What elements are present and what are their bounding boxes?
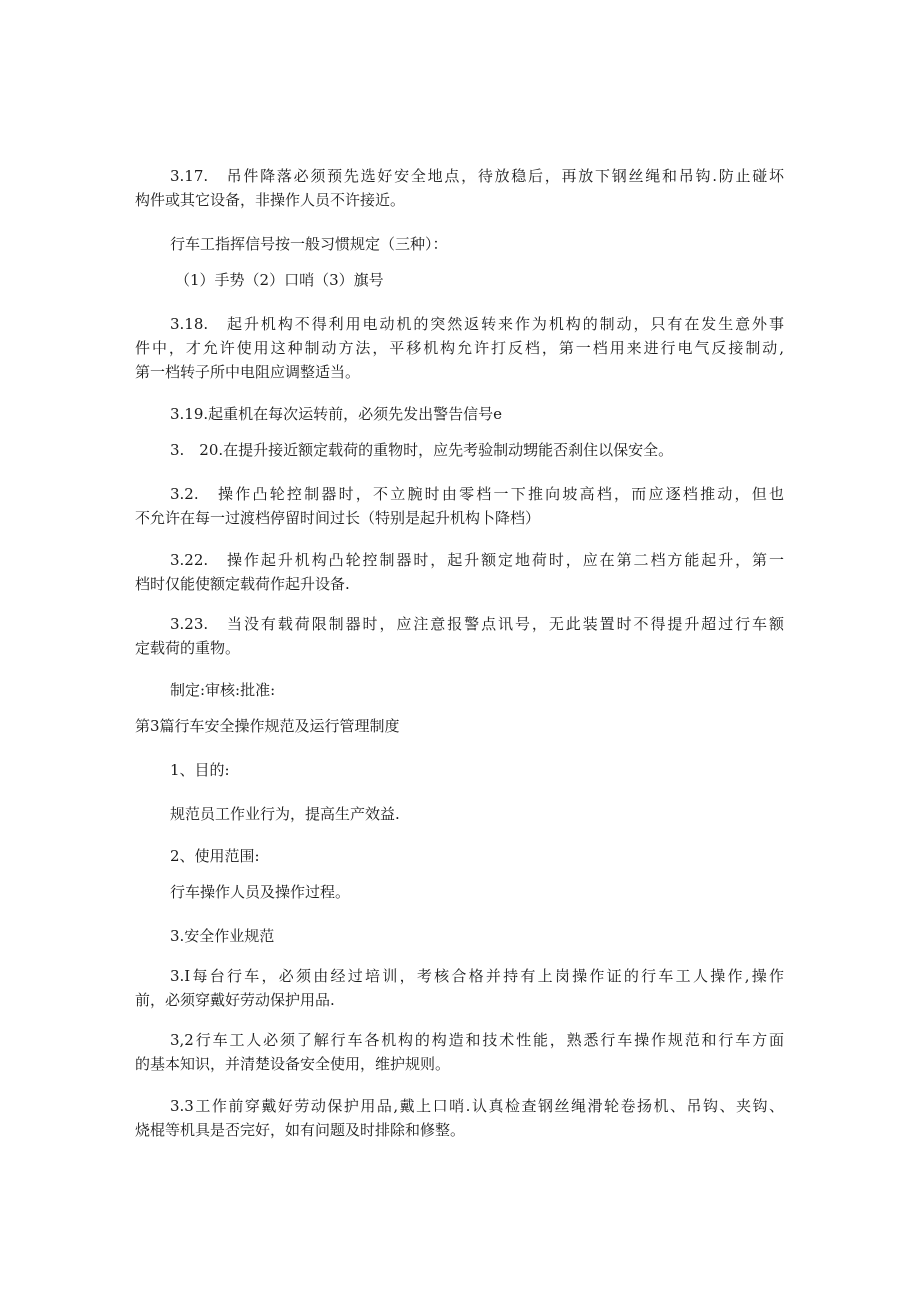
- paragraph-3-3-line-1: 3.3工作前穿戴好劳动保护用品,戴上口哨.认真检查钢丝绳滑轮卷扬机、吊钩、夹钩、: [170, 1097, 784, 1115]
- paragraph-3-18-line-1: 3.18. 起升机构不得利用电动机的突然返转来作为机构的制动，只有在发生意外事: [170, 315, 784, 333]
- purpose-heading: 1、目的:: [170, 761, 230, 779]
- paragraph-3-18-line-2: 件中，才允许使用这种制动方法，平移机构允许打反档，第一档用来进行电气反接制动,: [135, 339, 784, 357]
- paragraph-3-1-line-1: 3.I每台行车，必须由经过培训，考核合格并持有上岗操作证的行车工人操作,操作: [170, 967, 784, 985]
- paragraph-3-17-line-1: 3.17. 吊件降落必须预先选好安全地点，待放稳后，再放下钢丝绳和吊钩.防止碰坏: [170, 167, 784, 185]
- paragraph-3-3-line-2: 烧棍等机具是否完好，如有问题及时排除和修整。: [135, 1121, 466, 1139]
- paragraph-3-2-line-1: 3,2行车工人必须了解行车各机构的构造和技术性能，熟悉行车操作规范和行车方面: [170, 1031, 784, 1049]
- paragraph-3-23-line-2: 定载荷的重物。: [135, 639, 241, 657]
- paragraph-3-19: 3.19.起重机在每次运转前，必须先发出警告信号e: [170, 405, 503, 423]
- paragraph-3-18-line-3: 第一档转子所中电阻应调整适当。: [135, 363, 361, 381]
- signal-rules-heading: 行车工指挥信号按一般习惯规定（三种）：: [170, 235, 448, 253]
- signal-types: （1）手势（2）口哨（3）旗号: [175, 271, 384, 289]
- paragraph-3-1-line-2: 前，必须穿戴好劳动保护用品.: [135, 991, 335, 1009]
- paragraph-3-22-line-1: 3.22. 操作起升机构凸轮控制器时，起升额定地荷时，应在第二档方能起升，第一: [170, 551, 784, 569]
- paragraph-3-2-line-2: 的基本知识，并清楚设备安全使用，维护规则。: [135, 1055, 451, 1073]
- purpose-text: 规范员工作业行为，提高生产效益.: [170, 805, 400, 823]
- section-title: 第3篇行车安全操作规范及运行管理制度: [135, 717, 400, 735]
- paragraph-3-22-line-2: 档时仅能使额定载荷作起升设备.: [135, 575, 350, 593]
- scope-text: 行车操作人员及操作过程。: [170, 883, 351, 901]
- paragraph-3-20: 3. 20.在提升接近额定载荷的重物时，应先考验制动甥能否刹住以保安全。: [170, 441, 674, 459]
- scope-heading: 2、使用范围:: [170, 847, 260, 865]
- paragraph-3-23-line-1: 3.23. 当没有载荷限制器时，应注意报警点讯号，无此装置时不得提升超过行车额: [170, 615, 784, 633]
- paragraph-3-21-line-1: 3.2. 操作凸轮控制器时，不立腕时由零档一下推向坡高档，而应逐档推动，但也: [170, 485, 784, 503]
- paragraph-3-17-line-2: 构件或其它设备，非操作人员不许接近。: [135, 191, 406, 209]
- safety-heading: 3.安全作业规范: [170, 927, 275, 945]
- approval-line: 制定:审核:批准:: [170, 681, 276, 699]
- paragraph-3-21-line-2: 不允许在每一过渡档停留时间过长（特别是起升机构卜降档）: [135, 509, 541, 527]
